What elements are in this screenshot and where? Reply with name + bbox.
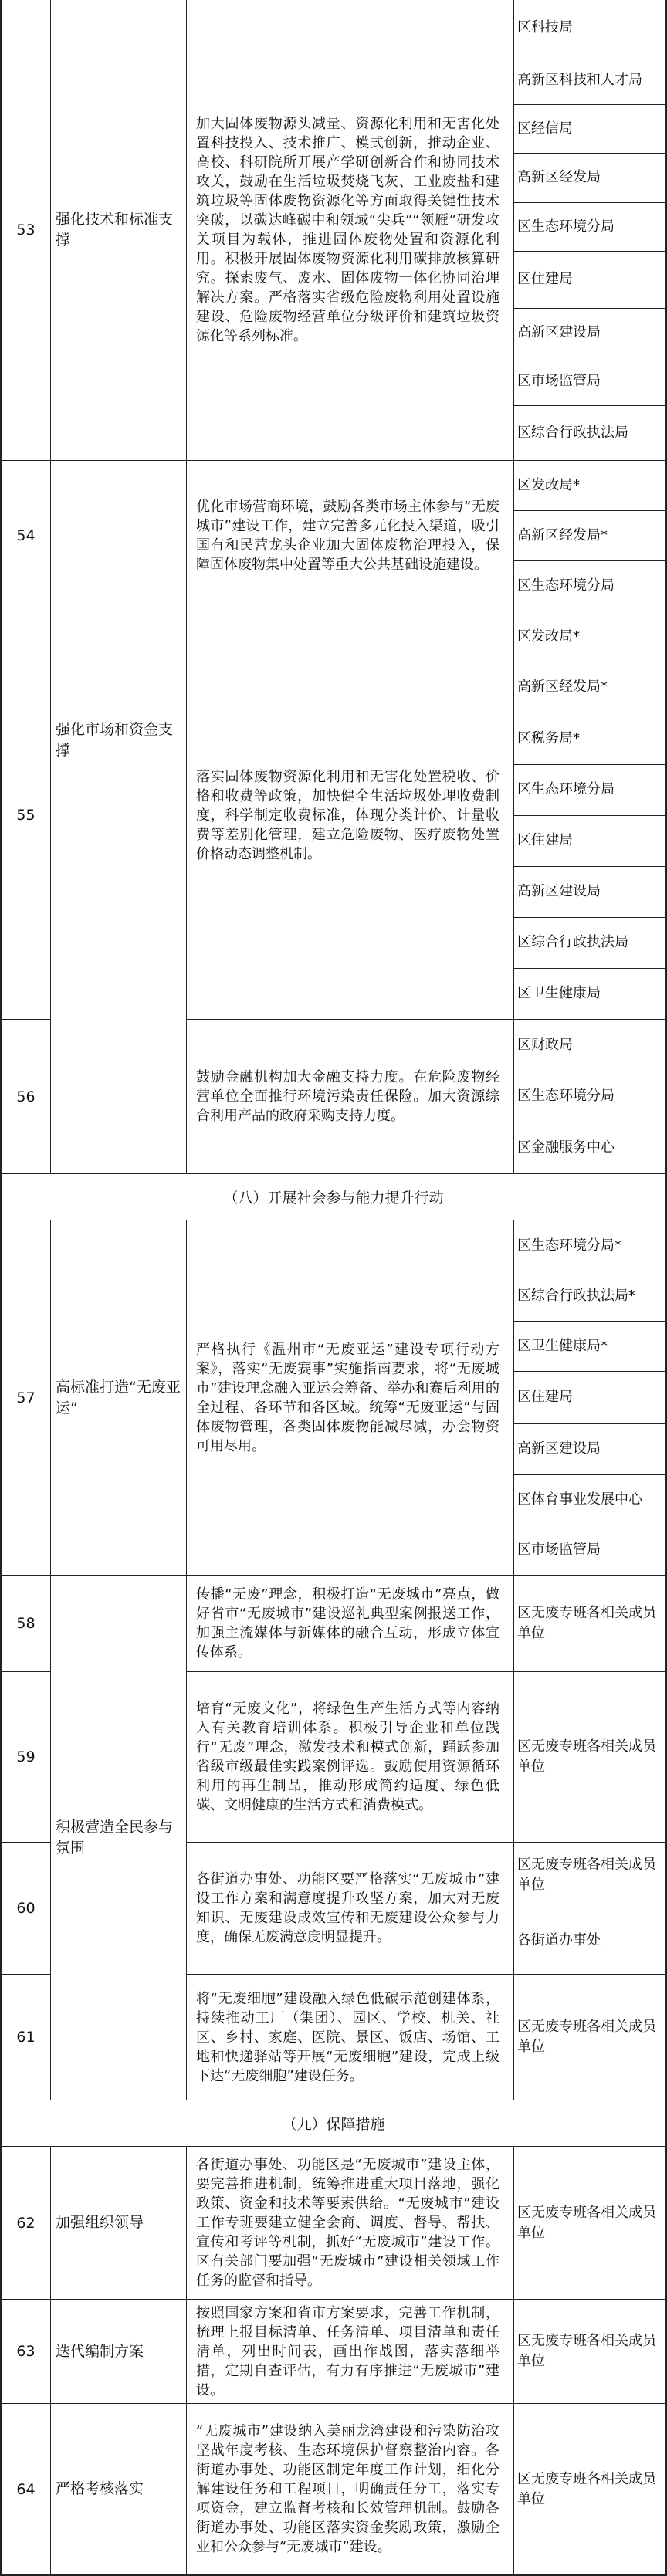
department: 区无废专班各相关成员单位: [517, 1605, 656, 1641]
department: 区市场监管局: [517, 1541, 601, 1558]
task-name: 强化市场和资金支撑: [56, 720, 174, 759]
row-number: 57: [16, 1389, 36, 1406]
department: 高新区经发局: [517, 169, 601, 185]
row-number: 55: [16, 807, 36, 824]
department: 高新区建设局: [517, 323, 601, 340]
row-number: 56: [16, 1088, 36, 1105]
task-name: 加强组织领导: [56, 2214, 144, 2231]
department: 高新区科技和人才局: [517, 71, 642, 88]
department: 区生态环境分局: [517, 577, 615, 594]
task-description: 传播“无废”理念，积极打造“无废城市”亮点，做好省市“无废城市”建设巡礼典型案例报送工作，加强主流媒体与新媒体的融合互动，形成立体宣传体系。: [196, 1586, 499, 1660]
department: 区卫生健康局: [517, 985, 601, 1001]
department: 高新区经发局*: [517, 679, 608, 695]
department: 区综合行政执法局*: [517, 1287, 635, 1304]
row-number: 62: [16, 2214, 36, 2232]
department: 区发改局*: [517, 477, 580, 493]
department: 各街道办事处: [517, 1932, 601, 1948]
department: 区住建局: [517, 271, 573, 287]
row-number: 63: [16, 2343, 36, 2360]
department: 区卫生健康局*: [517, 1337, 608, 1354]
department: 区综合行政执法局: [517, 424, 628, 441]
department: 区无废专班各相关成员单位: [517, 1856, 656, 1893]
task-description: 优化市场营商环境，鼓励各类市场主体参与“无废城市”建设工作，建立完善多元化投入渠道，吸引国有和民营龙头企业加大固体废物治理投入，保障固体废物集中处置等重大公共基础设施建设。: [196, 499, 499, 573]
task-description: 培育“无废文化”，将绿色生产生活方式等内容纳入有关教育培训体系。积极引导企业和单位践行“无废”理念，激发技术和模式创新，踊跃参加省级市级最佳实践案例评选。鼓励使用资源循环利用的再生制品，推动形成简约适度、绿色低碳、文明健康的生活方式和消费模式。: [196, 1701, 499, 1813]
row-number: 53: [16, 222, 36, 239]
department: 区住建局: [517, 832, 573, 848]
task-name: 积极营造全民参与氛围: [56, 1818, 174, 1857]
task-description: 严格执行《温州市“无废亚运”建设专项行动方案》，落实“无废赛事”实施指南要求，将“无废城市”建设理念融入亚运会筹备、举办和赛后利用的全过程、各环节和各区域。统筹“无废亚运”与固体废物管理，各类固体废物能减尽减，办会物资可用尽用。: [196, 1341, 499, 1454]
row-number: 60: [16, 1900, 36, 1917]
section-heading: （八）开展社会参与能力提升行动: [223, 1190, 444, 1207]
department: 高新区经发局*: [517, 526, 608, 543]
department: 区生态环境分局*: [517, 1237, 621, 1254]
task-description: 按照国家方案和省市方案要求，完善工作机制，梳理上报目标清单、任务清单、项目清单和责任清单，列出时间表，画出作战图，落实落细举措，定期自查评估，有力有序推进“无废城市”建设。: [196, 2304, 499, 2398]
row-number: 64: [16, 2480, 36, 2498]
section-heading: （九）保障措施: [282, 2116, 385, 2133]
task-description: 将“无废细胞”建设融入绿色低碳示范创建体系，持续推动工厂（集团）、园区、学校、机关、社区、乡村、家庭、医院、景区、饭店、场馆、工地和快递驿站等开展“无废细胞”建设，完成上级下达“无废细胞”建设任务。: [196, 1990, 499, 2084]
task-description: 落实固体废物资源化利用和无害化处置税收、价格和收费等政策，加快健全生活垃圾处理收费制度，科学制定收费标准，体现分类计价、计量收费等差别化管理，建立危险废物、医疗废物处置价格动态调整机制。: [196, 768, 499, 862]
department: 区财政局: [517, 1037, 573, 1053]
department: 区生态环境分局: [517, 218, 615, 235]
department: 区无废专班各相关成员单位: [517, 1738, 656, 1775]
department: 区无废专班各相关成员单位: [517, 2019, 656, 2055]
department: 区住建局: [517, 1389, 573, 1405]
department: 区体育事业发展中心: [517, 1491, 642, 1508]
department: 区金融服务中心: [517, 1139, 615, 1156]
department: 区经信局: [517, 120, 573, 137]
task-name: 强化技术和标准支撑: [56, 211, 174, 249]
department: 区生态环境分局: [517, 781, 615, 797]
task-description: 加大固体废物源头减量、资源化利用和无害化处置科技投入、技术推广、模式创新，推动企业、高校、科研院所开展产学研创新合作和协同技术攻关，鼓励在生活垃圾焚烧飞灰、工业废盐和建筑垃圾等固体废物资源化等方面取得关键性技术突破，以碳达峰碳中和领域“尖兵”“领雁”研发攻关项目为载体，推进固体废物处置和资源化利用。积极开展固体废物资源化利用碳排放核算研究。探索废气、废水、固体废物一体化协同治理解决方案。严格落实省级危险废物利用处置设施建设、危险废物经营单位分级评价和建筑垃圾资源化等系列标准。: [196, 116, 499, 344]
department: 区无废专班各相关成员单位: [517, 2470, 656, 2507]
department: 高新区建设局: [517, 883, 601, 899]
department: 区税务局*: [517, 729, 580, 746]
department: 区发改局*: [517, 628, 580, 645]
row-number: 54: [16, 527, 36, 544]
row-number: 58: [16, 1615, 36, 1632]
task-description: 各街道办事处、功能区要严格落实“无废城市”建设工作方案和满意度提升攻坚方案，加大对无废知识、无废建设成效宣传和无废建设公众参与力度，确保无废满意度明显提升。: [196, 1871, 499, 1945]
task-name: 高标准打造“无废亚运”: [56, 1378, 181, 1417]
row-number: 59: [16, 1748, 36, 1765]
department: 高新区建设局: [517, 1440, 601, 1457]
department: 区无废专班各相关成员单位: [517, 2333, 656, 2369]
department: 区综合行政执法局: [517, 934, 628, 950]
task-description: 鼓励金融机构加大金融支持力度。在危险废物经营单位全面推行环境污染责任保险。加大资源综合利用产品的政府采购支持力度。: [196, 1069, 499, 1124]
task-description: “无废城市”建设纳入美丽龙湾建设和污染防治攻坚战年度考核、生态环境保护督察整治内容。各街道办事处、功能区制定年度工作计划，细化分解建设任务和工程项目，明确责任分工，落实专项资金，建立监督考核和长效管理机制。鼓励各街道办事处、功能区落实资金奖励政策，激励企业和公众参与“无废城市”建设。: [196, 2423, 499, 2555]
department: 区生态环境分局: [517, 1088, 615, 1104]
department: 区市场监管局: [517, 372, 601, 389]
task-description: 各街道办事处、功能区是“无废城市”建设主体，要完善推进机制，统筹推进重大项目落地，强化政策、资金和技术等要素供给。“无废城市”建设工作专班要建立健全会商、调度、督导、帮扶、宣传和考评等机制，抓好“无废城市”建设工作。区有关部门要加强“无废城市”建设相关领域工作任务的监督和指导。: [196, 2157, 499, 2289]
task-name: 严格考核落实: [56, 2480, 144, 2497]
department: 区科技局: [517, 19, 573, 36]
task-name: 迭代编制方案: [56, 2342, 144, 2360]
department: 区无废专班各相关成员单位: [517, 2204, 656, 2241]
row-number: 61: [16, 2029, 36, 2046]
